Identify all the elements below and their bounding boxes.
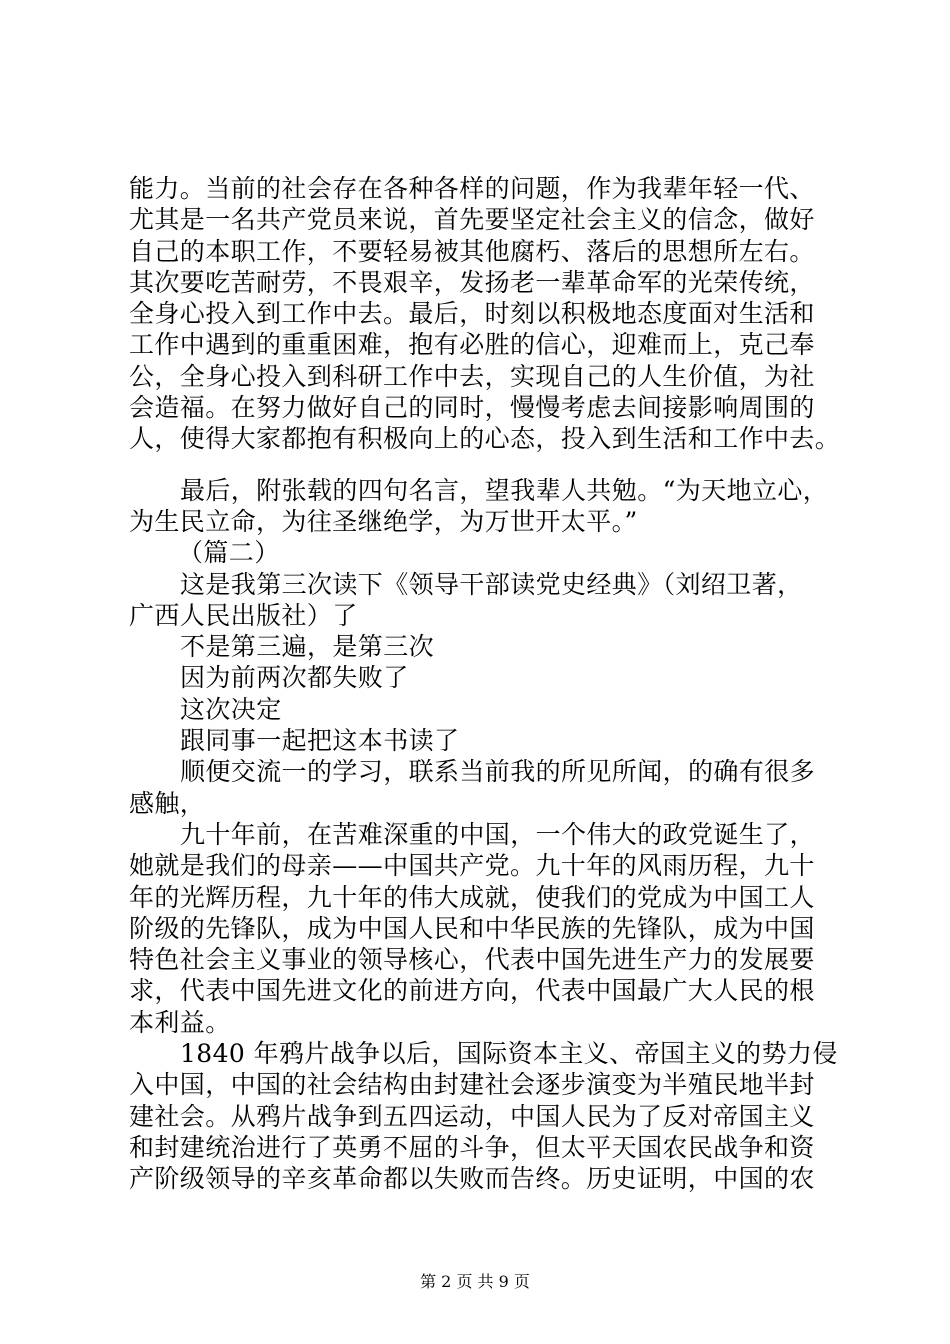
text-line: 感触， [129, 788, 206, 818]
text-line: 因为前两次都失败了 [180, 663, 409, 693]
text-line: 跟同事一起把这本书读了 [180, 726, 460, 756]
text-line: 能力。当前的社会存在各种各样的问题，作为我辈年轻一代、 [129, 174, 815, 203]
text-line: 最后，附张载的四句名言，望我辈人共勉。“为天地立心， [180, 475, 829, 505]
page-footer: 第 2 页 共 9 页 [420, 1272, 530, 1291]
text-line: 特色社会主义事业的领导核心，代表中国先进生产力的发展要 [129, 945, 815, 975]
text-line: 为生民立命，为往圣继绝学，为万世开太平。” [129, 506, 638, 536]
text-line: 公，全身心投入到科研工作中去，实现自己的人生价值，为社 [129, 361, 815, 391]
document-body [129, 173, 849, 1195]
text-line: 全身心投入到工作中去。最后，时刻以积极地态度面对生活和 [129, 299, 815, 329]
text-line: 九十年前，在苦难深重的中国，一个伟大的政党诞生了， [180, 819, 816, 849]
text-line: 工作中遇到的重重困难，抱有必胜的信心，迎难而上，克己奉 [129, 330, 815, 360]
text-line: 不是第三遍，是第三次 [180, 632, 435, 662]
text-line: 阶级的先锋队，成为中国人民和中华民族的先锋队，成为中国 [129, 913, 815, 943]
text-line: 求，代表中国先进文化的前进方向，代表中国最广大人民的根 [129, 976, 815, 1006]
text-line: 建社会。从鸦片战争到五四运动，中国人民为了反对帝国主义 [129, 1101, 815, 1131]
text-line: 年的光辉历程，九十年的伟大成就，使我们的党成为中国工人 [129, 882, 815, 912]
text-line: 和封建统治进行了英勇不屈的斗争，但太平天国农民战争和资 [129, 1132, 815, 1162]
text-line: 其次要吃苦耐劳，不畏艰辛，发扬老一辈革命军的光荣传统， [129, 267, 815, 297]
text-line: 人，使得大家都抱有积极向上的心态，投入到生活和工作中去。 [129, 424, 841, 454]
text-line: 尤其是一名共产党员来说，首先要坚定社会主义的信念，做好 [129, 205, 815, 235]
section-heading: （篇二） [178, 538, 280, 568]
text-line: 她就是我们的母亲——中国共产党。九十年的风雨历程，九十 [129, 851, 815, 881]
text-line: 1840 年鸦片战争以后，国际资本主义、帝国主义的势力侵 [180, 1039, 838, 1069]
paragraph-gap [129, 455, 849, 475]
text-line: 这次决定 [180, 694, 282, 724]
text-line: 本利益。 [129, 1007, 231, 1037]
text-line: 顺便交流一的学习，联系当前我的所见所闻，的确有很多 [180, 757, 816, 787]
text-line: 这是我第三次读下《领导干部读党史经典》（刘绍卫著， [180, 569, 803, 599]
text-line: 会造福。在努力做好自己的同时，慢慢考虑去间接影响周围的 [129, 393, 815, 423]
text-line: 入中国，中国的社会结构由封建社会逐步演变为半殖民地半封 [129, 1070, 815, 1100]
text-line: 产阶级领导的辛亥革命都以失败而告终。历史证明，中国的农 [129, 1164, 815, 1194]
text-line: 自己的本职工作，不要轻易被其他腐朽、落后的思想所左右。 [129, 236, 815, 266]
text-line: 广西人民出版社）了 [129, 600, 358, 630]
